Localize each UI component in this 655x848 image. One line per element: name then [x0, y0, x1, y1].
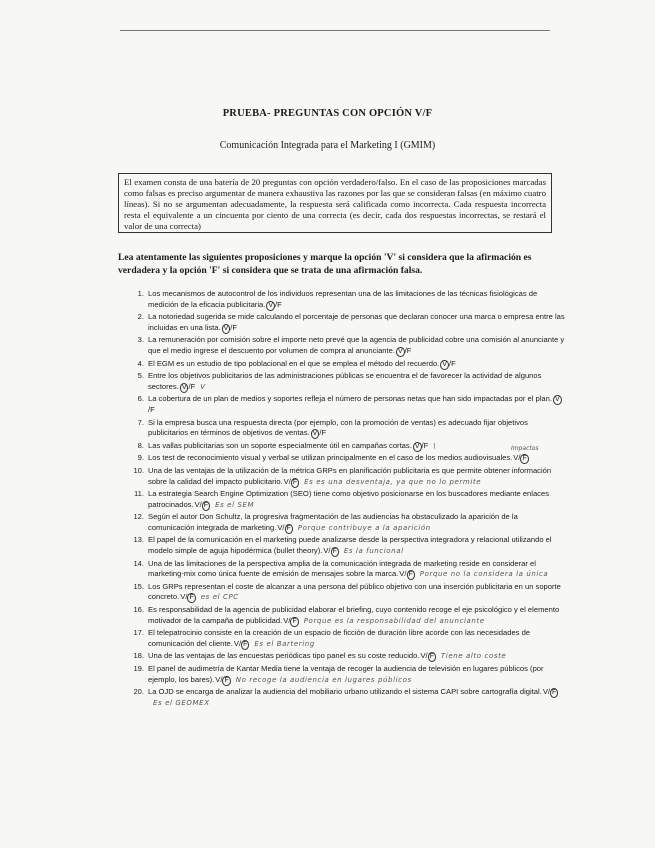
option-v[interactable]: V	[181, 383, 187, 391]
vf-option[interactable]	[513, 453, 528, 462]
question-text: Una de las ventajas de la utilización de la métrica GRPs en planificación publicitaria es que permite obtener información sobre la calidad del impacto publicitario.	[148, 465, 552, 486]
directive-text: Lea atentamente las siguientes proposiciones y marque la opción 'V' si considera que la afirmación es verdadera y la opción 'F' si considera que se trata de una afirmación falsa.	[118, 252, 532, 276]
question-number: 11.	[134, 489, 144, 499]
option-v[interactable]: V	[283, 476, 289, 486]
question-item	[126, 664, 566, 686]
vf-option[interactable]	[323, 546, 338, 555]
question-text: El panel de audimetría de Kantar Media tiene la ventaja de recoger la audiencia de televisión en lugares públicos (por ejemplo, los bares).	[148, 664, 544, 684]
handwritten-answer: Es la funcional	[343, 547, 404, 556]
question-item	[126, 418, 566, 440]
vf-option[interactable]	[180, 592, 195, 601]
question-number: 7.	[137, 417, 144, 427]
option-v[interactable]: V	[442, 360, 447, 368]
option-separator: /	[199, 499, 202, 509]
question-text: El papel de la comunicación en el marketing puede analizarse desde la perspectiva integradora y relacional utilizando el modelo simple de aguja hipodérmica (bullet theory).	[148, 535, 552, 556]
option-f[interactable]: F	[232, 322, 238, 332]
question-number: 12.	[133, 512, 144, 522]
vf-option[interactable]	[543, 687, 558, 696]
question-body	[148, 628, 566, 650]
question-text: La notoriedad sugerida se mide calculando el porcentaje de personas que declaran conocer una marca o empresa entre las incluidas en una lista.	[148, 312, 565, 332]
question-number: 3.	[137, 335, 144, 345]
option-f[interactable]: F	[406, 345, 412, 355]
question-number: 19.	[133, 664, 144, 673]
question-item	[126, 335, 566, 357]
question-body	[148, 605, 566, 627]
option-separator: /	[425, 651, 428, 661]
question-body	[148, 289, 566, 311]
question-body	[148, 371, 566, 393]
option-f[interactable]: F	[203, 501, 209, 509]
question-body	[148, 512, 566, 534]
option-f[interactable]: F	[408, 571, 413, 579]
question-body	[148, 489, 566, 511]
option-v[interactable]: V	[513, 453, 519, 463]
option-f[interactable]: F	[190, 381, 196, 391]
option-v[interactable]: V	[420, 651, 426, 661]
question-number: 1.	[137, 289, 144, 298]
option-separator: /	[238, 638, 242, 648]
option-f[interactable]: F	[451, 358, 456, 368]
question-body	[148, 335, 566, 357]
vf-option[interactable]	[180, 382, 195, 391]
question-body	[148, 453, 566, 464]
question-item	[126, 687, 566, 709]
vf-option[interactable]	[195, 500, 210, 509]
question-text: Las vallas publicitarias son un soporte especialmente útil en campañas cortas.	[148, 440, 412, 450]
vf-option[interactable]	[234, 639, 249, 648]
instructions-box: El examen consta de una batería de 20 preguntas con opción verdadero/falso. En el caso de las proposiciones marcadas como falsas es preciso argumentar de manera exhaustiva las razones por las que se consideran falsas (en máximo cuatro líneas). Si no se argumentan adecuadamente, la respuesta será calificada como incorrecta. Cada respuesta incorrecta resta el equivalente a un cincuenta por ciento de una correcta (es decir, cada dos respuestas incorrectas, se restará el valor de una correcta)	[118, 173, 552, 233]
handwritten-answer: Es el Bartering	[254, 639, 315, 648]
question-body	[148, 535, 566, 557]
option-v[interactable]: V	[223, 324, 229, 332]
question-text: Los test de reconocimiento visual y verbal se utilizan principalmente en el caso de los medios audiovisuales.	[148, 453, 513, 463]
question-item	[126, 453, 566, 464]
option-f[interactable]: F	[243, 640, 248, 648]
question-item	[126, 289, 566, 311]
vf-option[interactable]	[283, 616, 298, 625]
option-separator: /	[188, 381, 191, 391]
option-v[interactable]: V	[277, 522, 283, 532]
handwritten-answer: V	[200, 382, 206, 391]
option-f[interactable]: F	[292, 478, 298, 486]
question-text: Los GRPs representan el coste de alcanzar a una persona del público objetivo con una inserción publicitaria en un soporte concreto.	[148, 581, 561, 602]
vf-option[interactable]	[413, 441, 428, 450]
option-separator: /	[421, 440, 424, 450]
handwritten-answer: Porque es la responsabilidad del anunciante	[303, 616, 485, 625]
option-f[interactable]: F	[150, 405, 155, 415]
option-v[interactable]: V	[233, 638, 239, 648]
option-v[interactable]: V	[414, 442, 420, 450]
question-item	[126, 651, 566, 662]
vf-option[interactable]	[311, 428, 326, 437]
handwritten-answer: Es el SEM	[215, 500, 255, 509]
question-number: 14.	[133, 558, 144, 568]
question-body	[148, 651, 566, 662]
vf-option[interactable]	[277, 523, 292, 532]
option-v[interactable]: V	[268, 301, 274, 309]
question-text: La OJD se encarga de analizar la audiencia del mobiliario urbano utilizando el sistema CAPI sobre cartografía digital.	[148, 687, 542, 697]
option-f[interactable]: F	[292, 617, 297, 625]
question-text: Según el autor Don Schultz, la progresiva fragmentación de las audiencias ha obstaculizado la aparición de la comunicación integrada de marketing.	[148, 512, 518, 532]
course-subtitle: Comunicación Integrada para el Marketing I (GMIM)	[219, 140, 436, 151]
option-f[interactable]: F	[429, 653, 434, 661]
question-item	[126, 535, 566, 557]
question-item	[126, 582, 566, 604]
question-item	[126, 605, 566, 627]
question-number: 10.	[133, 465, 144, 475]
question-number: 9.	[137, 453, 144, 463]
question-body	[148, 466, 566, 488]
question-item	[126, 512, 566, 534]
question-list	[126, 289, 566, 710]
option-separator: /	[319, 428, 322, 438]
vf-option[interactable]	[399, 569, 414, 578]
question-text: Entre los objetivos publicitarios de las administraciones públicas se encuentra el de favorecer la actividad de algunos sectores.	[148, 371, 542, 391]
question-number: 17.	[133, 628, 144, 638]
question-body	[148, 687, 566, 709]
option-separator: /	[404, 345, 407, 355]
question-text: El telepatrocinio consiste en la creación de un espacio de ficción de duración libre acorde con las necesidades de comunicación del cliente.	[148, 628, 531, 648]
vf-option[interactable]	[420, 651, 435, 660]
question-number: 15.	[133, 581, 144, 591]
question-item	[126, 441, 566, 452]
question-number: 18.	[133, 651, 144, 661]
question-item	[126, 359, 566, 370]
option-f[interactable]: F	[189, 594, 194, 602]
question-text: Es responsabilidad de la agencia de publicidad elaborar el briefing, cuyo contenido recoge el eje psicológico y el elemento motivador de la campaña de publicidad.	[148, 605, 560, 625]
option-v[interactable]: V	[194, 499, 200, 509]
option-separator: /	[275, 299, 278, 309]
option-separator: /	[404, 569, 407, 579]
vf-option[interactable]	[222, 323, 237, 332]
question-body	[148, 359, 566, 370]
question-number: 20.	[133, 687, 144, 697]
question-item	[126, 559, 566, 581]
question-body	[148, 418, 566, 440]
vf-option[interactable]	[284, 477, 299, 486]
option-separator: /	[547, 687, 551, 697]
handwritten-answer: Tiene alto coste	[440, 652, 507, 661]
question-text: Una de las limitaciones de la perspectiva amplia de la comunicación integrada de marketing reside en considerar el marketing-mix como única fuente de emisión de mensajes sobre la marca.	[148, 558, 536, 579]
option-separator: /	[448, 358, 452, 368]
option-separator: /	[518, 453, 521, 463]
question-text: La estrategia Search Engine Optimization (SEO) tiene como objetivo posicionarse en los buscadores mediante enlaces patrocinados.	[148, 489, 550, 509]
question-item	[126, 489, 566, 511]
question-number: 16.	[133, 605, 144, 615]
question-number: 2.	[137, 312, 144, 322]
option-v[interactable]: V	[312, 430, 318, 438]
question-body	[148, 312, 566, 334]
option-separator: /	[185, 592, 188, 602]
option-v[interactable]: V	[180, 592, 186, 602]
option-separator: /	[328, 546, 331, 556]
vf-option[interactable]	[396, 346, 411, 355]
top-divider	[120, 30, 550, 31]
option-f[interactable]: F	[552, 689, 557, 697]
question-body	[148, 394, 566, 416]
option-v[interactable]: V	[215, 674, 221, 684]
option-separator: /	[288, 615, 291, 625]
question-number: 4.	[137, 358, 144, 368]
handwritten-answer: Porque contribuye a la aparición	[297, 523, 431, 532]
option-separator: /	[148, 405, 151, 415]
option-separator: /	[282, 522, 285, 532]
question-number: 13.	[133, 535, 144, 545]
option-v[interactable]: V	[399, 569, 405, 579]
option-v[interactable]: V	[283, 615, 289, 625]
handwritten-answer: No recoge la audiencia en lugares públicos	[235, 675, 412, 684]
question-text: Una de las ventajas de las encuestas periódicas tipo panel es su coste reducido.	[148, 651, 420, 661]
question-body	[148, 582, 566, 604]
margin-handwritten-note: Impactos	[511, 445, 539, 452]
option-f[interactable]: F	[286, 524, 291, 532]
question-item	[126, 466, 566, 488]
option-v[interactable]: V	[323, 546, 329, 556]
option-f[interactable]: F	[332, 548, 337, 556]
option-f[interactable]: F	[522, 455, 527, 463]
question-number: 5.	[137, 371, 144, 381]
vf-option[interactable]	[440, 359, 455, 368]
option-separator: /	[220, 674, 223, 684]
handwritten-answer: Es el GEOMEX	[153, 699, 210, 708]
question-text: Los mecanismos de autocontrol de los individuos representan una de las limitaciones de las técnicas fisiológicas de medición de la eficacia publicitaria.	[148, 289, 538, 309]
question-text: La remuneración por comisión sobre el importe neto prevé que la agencia de publicidad cobre una comisión al anunciante y que el medio ingrese el descuento por volumen de compra al anunciante.	[148, 335, 565, 355]
vf-option[interactable]	[215, 675, 230, 684]
question-number: 6.	[137, 394, 144, 404]
question-text: El EGM es un estudio de tipo poblacional en el que se emplea el método del recuerdo.	[148, 358, 440, 368]
option-f[interactable]: F	[321, 428, 327, 438]
question-text: La cobertura de un plan de medios y soportes refleja el número de personas netas que han sido impactadas por el plan.	[148, 394, 552, 404]
handwritten-answer: Porque no la considera la única	[419, 570, 549, 579]
option-separator: /	[288, 476, 291, 486]
option-separator: /	[230, 322, 233, 332]
option-v[interactable]: V	[555, 396, 560, 404]
option-v[interactable]: V	[397, 347, 403, 355]
handwritten-answer: Es es una desventaja, ya que no lo permite	[304, 477, 482, 486]
vf-option[interactable]	[266, 300, 281, 309]
question-item	[126, 312, 566, 334]
option-f[interactable]: F	[224, 676, 229, 684]
handwritten-answer: \	[433, 441, 437, 450]
question-text: Si la empresa busca una respuesta directa (por ejemplo, con la promoción de ventas) es adecuado fijar objetivos publicitarios en términos de objetivos de ventas.	[148, 417, 528, 438]
question-item	[126, 394, 566, 416]
question-item	[126, 628, 566, 650]
question-body	[148, 664, 566, 686]
question-item	[126, 371, 566, 393]
question-body	[148, 441, 566, 452]
exam-title: PRUEBA- PREGUNTAS CON OPCIÓN V/F	[222, 108, 433, 119]
handwritten-answer: es el CPC	[200, 593, 239, 602]
option-f[interactable]: F	[277, 299, 282, 309]
option-f[interactable]: F	[423, 440, 429, 450]
question-number: 8.	[137, 440, 144, 450]
question-body	[148, 559, 566, 581]
option-v[interactable]: V	[542, 687, 548, 697]
